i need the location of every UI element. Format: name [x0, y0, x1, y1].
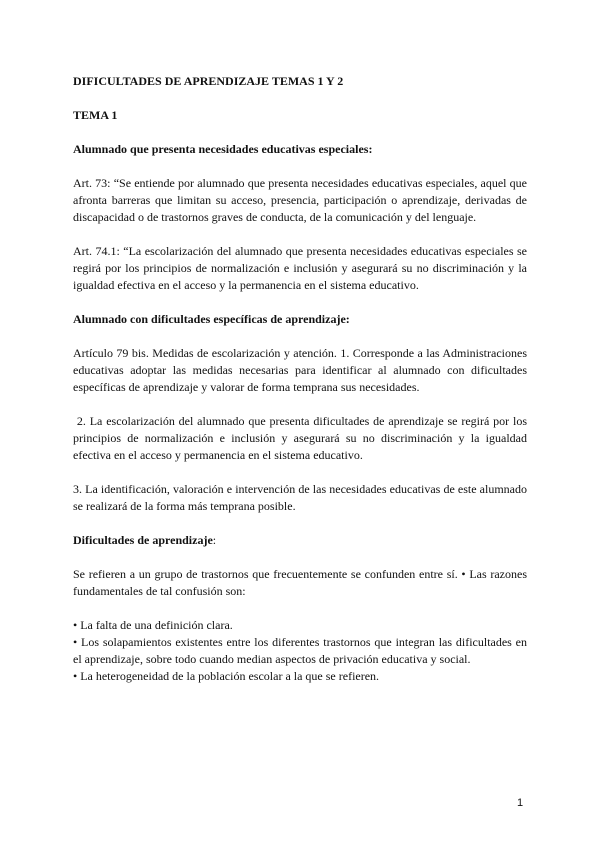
paragraph: Se refieren a un grupo de trastornos que frecuentemente se confunden entre sí. • Las razones fundamentales de tal confusión son:	[73, 567, 527, 598]
section-learning-difficulties	[73, 532, 527, 685]
list-item: • La falta de una definición clara.	[73, 618, 233, 632]
reasons-list	[73, 617, 527, 685]
section-specific-difficulties	[73, 311, 530, 515]
page-number: 1	[517, 797, 524, 809]
section-heading: Dificultades de aprendizaje	[73, 533, 213, 547]
section-heading: Alumnado que presenta necesidades educativas especiales:	[73, 142, 373, 156]
paragraph: Art. 73: “Se entiende por alumnado que presenta necesidades educativas especiales, aquel que afronta barreras que limitan su acceso, presencia, participación o aprendizaje, derivadas de discapacidad o de trastornos graves de conducta, de la comunicación y del lenguaje.	[73, 176, 527, 224]
section-special-needs	[73, 141, 527, 294]
document-title: DIFICULTADES DE APRENDIZAJE TEMAS 1 Y 2	[73, 74, 344, 88]
list-item: • Los solapamientos existentes entre los diferentes trastornos que integran las dificultades en el aprendizaje, sobre todo cuando median aspectos de privación educativa y social.	[73, 635, 527, 666]
section-heading-wrapper	[73, 532, 527, 549]
paragraph: 2. La escolarización del alumnado que presenta dificultades de aprendizaje se regirá por los principios de normalización e inclusión y asegurará su no discriminación y la igualdad efectiva en el acceso y permanencia en el sistema educativo.	[73, 414, 530, 462]
section-heading: Alumnado con dificultades específicas de aprendizaje:	[73, 312, 350, 326]
paragraph: Art. 74.1: “La escolarización del alumnado que presenta necesidades educativas especiales se regirá por los principios de normalización e inclusión y asegurará su no discriminación y la igualdad efectiva en el acceso y la permanencia en el sistema educativo.	[73, 244, 527, 292]
topic-heading: TEMA 1	[73, 108, 118, 122]
list-item: • La heterogeneidad de la población escolar a la que se refieren.	[73, 669, 380, 683]
paragraph: Artículo 79 bis. Medidas de escolarización y atención. 1. Corresponde a las Administraciones educativas adoptar las medidas necesarias para identificar al alumnado con dificultades específicas de aprendizaje y valorar de forma temprana sus necesidades.	[73, 346, 527, 394]
paragraph: 3. La identificación, valoración e intervención de las necesidades educativas de este alumnado se realizará de la forma más temprana posible.	[73, 482, 527, 513]
document-body	[73, 73, 530, 685]
section-heading-colon: :	[212, 533, 217, 547]
